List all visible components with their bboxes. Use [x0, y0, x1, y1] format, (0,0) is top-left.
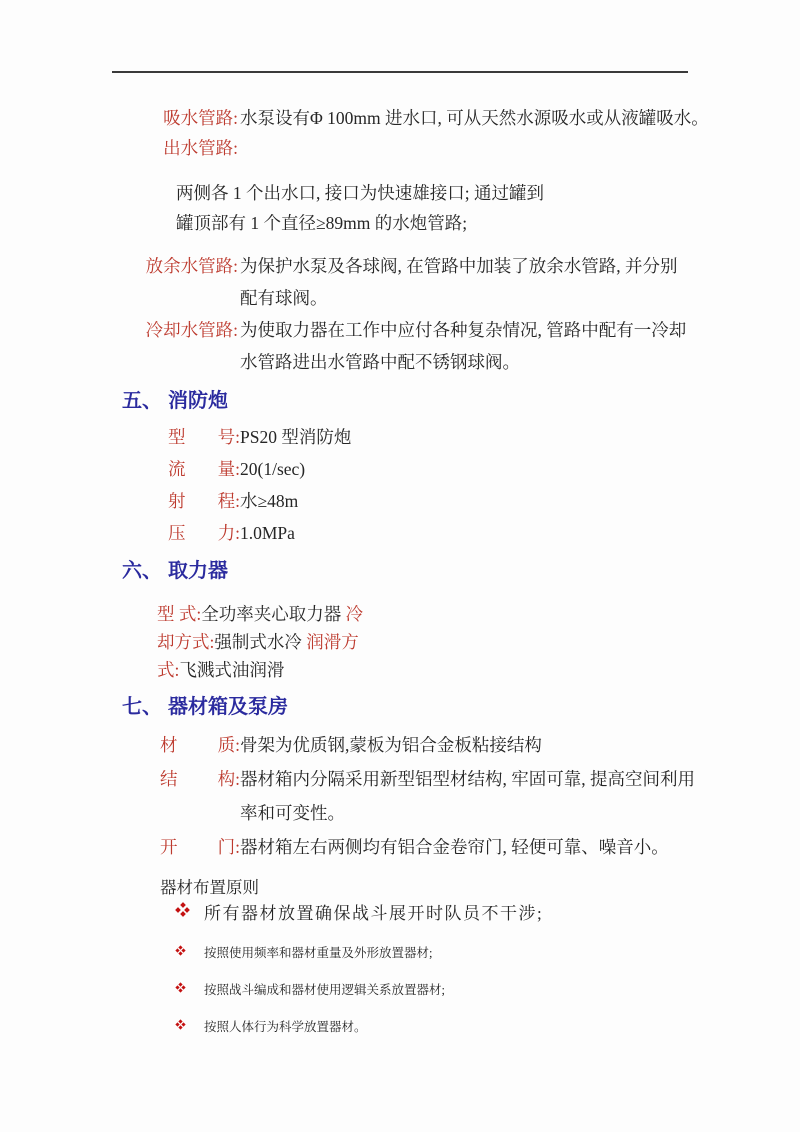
spec-text-line: 水管路进出水管路中配不锈钢球阀。 [240, 352, 520, 372]
principle-item [112, 900, 688, 928]
spec-label: 吸水管路: [163, 108, 238, 128]
label-part: 开 [160, 837, 178, 857]
label-part: 冷 [345, 604, 364, 624]
spec-label [168, 458, 240, 480]
pipeline-spec-cooling [112, 314, 688, 378]
spec-value: 20(1/sec) [240, 459, 306, 479]
label-part: 型 [168, 427, 186, 447]
label-part: 力: [217, 523, 240, 543]
spec-row-flow [112, 458, 688, 480]
label-part: 压 [168, 523, 186, 543]
section-title: 器材箱及泵房 [168, 696, 288, 718]
spec-label [160, 830, 240, 864]
label-part: 程: [217, 491, 240, 511]
section-title: 消防炮 [168, 390, 228, 412]
spec-value: 水≥48m [240, 491, 299, 511]
pto-line-cooling [157, 628, 688, 656]
four-diamond-bullet-icon [176, 1020, 185, 1029]
label-part: 材 [160, 735, 178, 755]
document-content [112, 71, 709, 1036]
section-number: 七、 [122, 696, 162, 718]
label-part: 门: [217, 837, 240, 857]
spec-label [160, 728, 240, 762]
spec-value: 1.0MPa [240, 523, 295, 543]
spec-row-pressure [112, 522, 688, 544]
section-5-heading [112, 386, 688, 416]
four-diamond-bullet-icon [176, 903, 189, 916]
spec-label [168, 522, 240, 544]
section-6-heading [112, 556, 688, 586]
label-part: 量: [217, 459, 240, 479]
spec-label: 放余水管路: [145, 256, 238, 276]
spec-text-line: 水泵设有Φ 100mm 进水口, 可从天然水源吸水或从液罐吸水。 [240, 108, 709, 128]
label-part: 润滑方 [306, 632, 359, 652]
spec-row-structure [112, 762, 695, 830]
outlet-detail-paragraph [176, 178, 688, 238]
pipeline-spec-suction [112, 103, 709, 133]
label-part: 构: [217, 769, 240, 789]
spec-row-material [112, 728, 688, 762]
outlet-detail-line: 两侧各 1 个出水口, 接口为快速雄接口; 通过罐到 [176, 183, 544, 203]
label-part: 却方式: [157, 632, 215, 652]
spec-value: 强制式水冷 [214, 632, 307, 652]
spec-text-line: 率和可变性。 [240, 803, 345, 823]
header-rule [112, 71, 688, 73]
spec-row-range [112, 490, 688, 512]
label-part: 号: [217, 427, 240, 447]
pipeline-spec-drain [112, 250, 688, 314]
spec-label [160, 762, 240, 796]
spec-label [168, 490, 240, 512]
label-part: 流 [168, 459, 186, 479]
spec-text-line: 为使取力器在工作中应付各种复杂情况, 管路中配有一冷却 [240, 320, 687, 340]
principle-item [112, 944, 688, 962]
spec-text-line: 为保护水泵及各球阀, 在管路中加装了放余水管路, 并分别 [240, 256, 678, 276]
pto-line-lubrication [157, 656, 688, 684]
spec-label [168, 426, 240, 448]
spec-row-door [112, 830, 688, 864]
spec-text-line: 器材箱内分隔采用新型铝型材结构, 牢固可靠, 提高空间利用 [240, 769, 695, 789]
spec-value: 全功率夹心取力器 [201, 604, 346, 624]
spec-label: 冷却水管路: [145, 320, 238, 340]
label-part: 式: [157, 660, 180, 680]
principle-text: 按照人体行为科学放置器材。 [204, 1020, 367, 1034]
section-7-heading [112, 692, 688, 722]
label-part: 结 [160, 769, 178, 789]
spec-value: PS20 型消防炮 [240, 427, 352, 447]
spec-row-model [112, 426, 688, 448]
pto-line-type [157, 600, 688, 628]
spec-text-line [240, 133, 688, 163]
section-number: 六、 [122, 560, 162, 582]
principle-text: 按照使用频率和器材重量及外形放置器材; [204, 946, 433, 960]
spec-value: 飞溅式油润滑 [179, 660, 285, 680]
principle-text: 所有器材放置确保战斗展开时队员不干涉; [204, 904, 544, 923]
section-title: 取力器 [168, 560, 228, 582]
spec-text-line: 器材箱左右两侧均有铝合金卷帘门, 轻便可靠、噪音小。 [240, 837, 669, 857]
four-diamond-bullet-icon [176, 983, 185, 992]
section-number: 五、 [122, 390, 162, 412]
spec-label: 出水管路: [163, 138, 238, 158]
principles-title: 器材布置原则 [160, 878, 259, 897]
principle-text: 按照战斗编成和器材使用逻辑关系放置器材; [204, 983, 445, 997]
principle-item [112, 981, 688, 999]
spec-text-line: 配有球阀。 [240, 288, 328, 308]
spec-text-line: 骨架为优质钢,蒙板为铝合金板粘接结构 [240, 735, 542, 755]
label-part: 质: [217, 735, 240, 755]
label-part: 射 [168, 491, 186, 511]
four-diamond-bullet-icon [176, 946, 185, 955]
principle-item [112, 1018, 688, 1036]
pipeline-spec-outlet [112, 133, 688, 163]
label-part: 型 式: [157, 604, 202, 624]
outlet-detail-line: 罐顶部有 1 个直径≥89mm 的水炮管路; [176, 213, 468, 233]
